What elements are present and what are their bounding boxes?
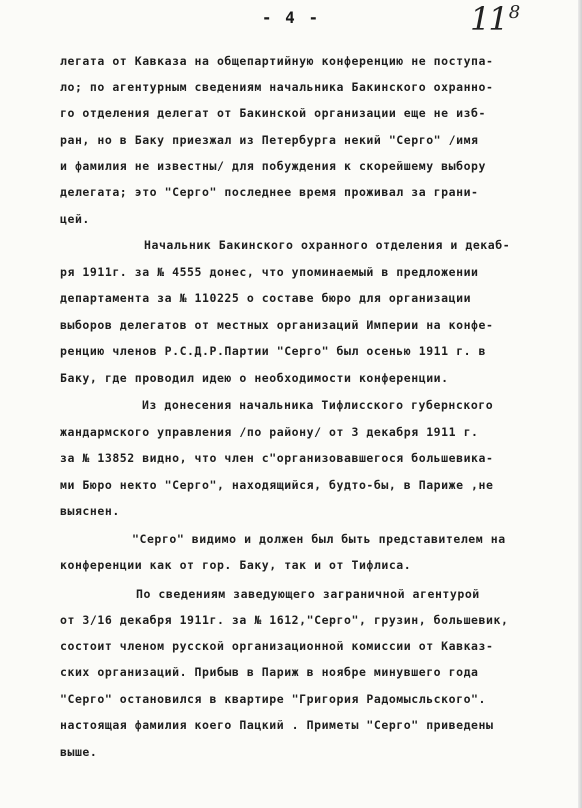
text-line: "Серго" остановился в квартире "Григория Радомысльского".: [60, 692, 486, 706]
text-line: от 3/16 декабря 1911г. за № 1612,"Серго", грузин, большевик,: [60, 613, 509, 627]
text-line: легата от Кавказа на общепартийную конференцию не поступа-: [60, 54, 494, 68]
text-line: ло; по агентурным сведениям начальника Бакинского охранно-: [60, 80, 494, 94]
text-line: ми Бюро некто "Серго", находящийся, будто-бы, в Париже ,не: [60, 478, 494, 492]
text-line: настоящая фамилия коего Пацкий . Приметы "Серго" приведены: [60, 718, 494, 732]
text-line: департамента за № 110225 о составе бюро для организации: [60, 291, 472, 305]
text-line: за № 13852 видно, что член с"организовавшегося большевика-: [60, 451, 494, 465]
text-line: го отделения делегат от Бакинской организации еще не изб-: [60, 106, 486, 120]
text-line: и фамилия не известны/ для побуждения к скорейшему выбору: [60, 159, 486, 173]
page-edge: [578, 0, 582, 808]
text-line: выяснен.: [60, 504, 120, 518]
text-line: ских организаций. Прибыв в Париж в ноябре минувшего года: [60, 665, 479, 679]
text-line: ран, но в Баку приезжал из Петербурга некий "Серго" /имя: [60, 133, 479, 147]
text-line: Баку, где проводил идею о необходимости конференции.: [60, 371, 449, 385]
archive-folio-mark: [470, 0, 520, 38]
archive-mark-sub: 8: [508, 2, 521, 23]
text-line: жандармского управления /по району/ от 3 декабря 1911 г.: [60, 425, 479, 439]
text-line: выше.: [60, 745, 98, 759]
archive-mark-main: 11: [470, 0, 507, 38]
text-line: ря 1911г. за № 4555 донес, что упоминаемый в предложении: [60, 265, 479, 279]
text-line: Начальник Бакинского охранного отделения и декаб-: [144, 238, 511, 252]
page-number: - 4 -: [261, 8, 321, 27]
text-line: конференции как от гор. Баку, так и от Тифлиса.: [60, 558, 412, 572]
text-line: делегата; это "Серго" последнее время проживал за грани-: [60, 185, 479, 199]
text-line: выборов делегатов от местных организаций Империи на конфе-: [60, 318, 494, 332]
text-line: состоит членом русской организационной комиссии от Кавказ-: [60, 639, 494, 653]
text-line: ренцию членов Р.С.Д.Р.Партии "Серго" был осенью 1911 г. в: [60, 344, 486, 358]
text-line: "Серго" видимо и должен был быть представителем на: [132, 532, 506, 546]
text-line: цей.: [60, 212, 90, 226]
text-line: Из донесения начальника Тифлисского губернского: [142, 398, 494, 412]
text-line: По сведениям заведующего заграничной агентурой: [136, 587, 480, 601]
